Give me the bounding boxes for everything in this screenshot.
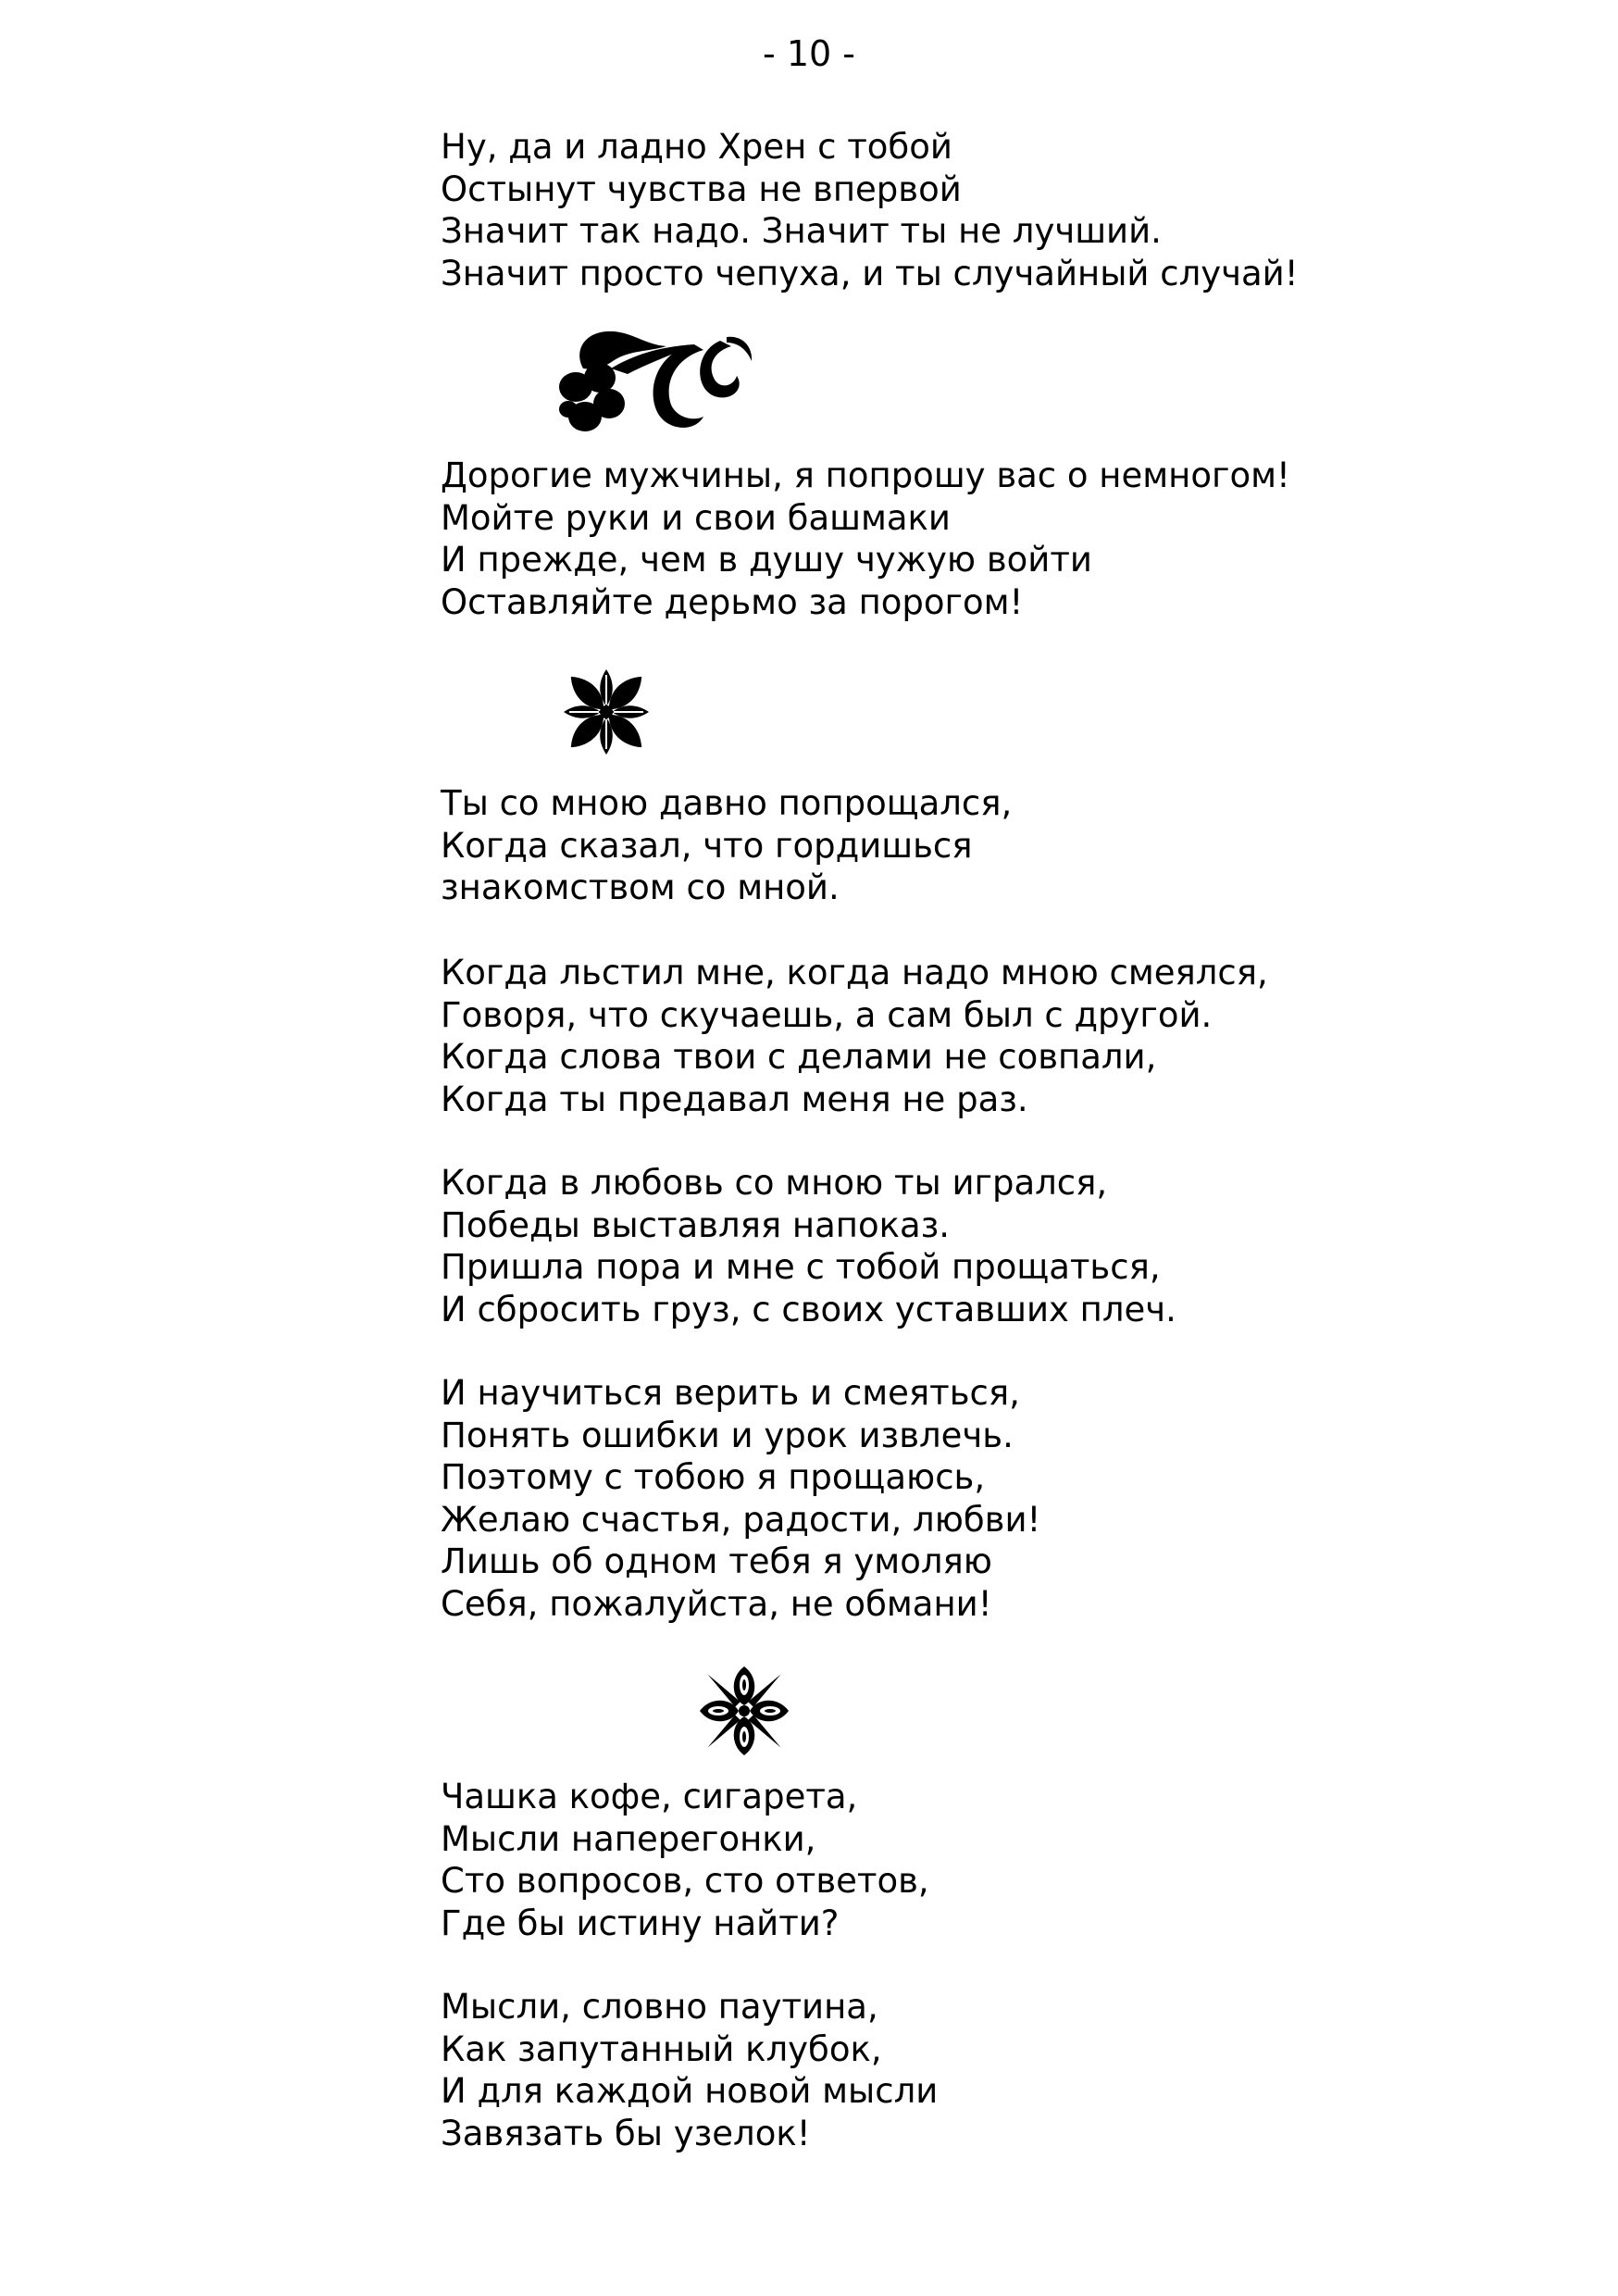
poem-line: Пришла пора и мне с тобой прощаться, — [441, 1247, 1161, 1287]
leaf-star-icon — [554, 659, 659, 765]
poem-line: Мысли наперегонки, — [441, 1818, 816, 1859]
stanza-6 — [441, 1372, 1459, 1625]
poem-line: Победы выставляя напоказ. — [441, 1204, 951, 1245]
poem-line: Когда льстил мне, когда надо мною смеялся, — [441, 953, 1268, 992]
poem-line: Как запутанный клубок, — [441, 2028, 882, 2069]
poem-line: Говоря, что скучаешь, а сам был с другой. — [441, 994, 1213, 1035]
poem-line: Когда сказал, что гордишься — [441, 825, 973, 866]
poem-line: Сто вопросов, сто ответов, — [441, 1861, 929, 1901]
poem-line: Значит так надо. Значит ты не лучший. — [441, 211, 1162, 251]
poem-line: Понять ошибки и урок извлечь. — [441, 1415, 1014, 1455]
stanza-1 — [441, 126, 1459, 294]
poem-line: И научиться верить и смеяться, — [441, 1373, 1020, 1413]
poem-line: И сбросить груз, с своих уставших плеч. — [441, 1289, 1176, 1329]
poem-line: Дорогие мужчины, я попрошу вас о немногом! — [441, 455, 1290, 495]
stanza-4 — [441, 952, 1459, 1120]
poem-line: Когда в любовь со мною ты игрался, — [441, 1163, 1108, 1203]
poem-line: Когда ты предавал меня не раз. — [441, 1079, 1028, 1119]
poem-line: Желаю счастья, радости, любви! — [441, 1499, 1041, 1540]
poem-line: Завязать бы узелок! — [441, 2113, 811, 2153]
poem-line: Лишь об одном тебя я умоляю — [441, 1541, 992, 1581]
stanza-7 — [441, 1776, 1459, 1944]
stanza-8 — [441, 1986, 1459, 2154]
poem-line: Ты со мною давно попрощался, — [441, 783, 1013, 823]
stanza-3 — [441, 782, 1459, 909]
poem-line: Оставляйте дерьмо за порогом! — [441, 581, 1024, 622]
poem-line: Себя, пожалуйста, не обмани! — [441, 1583, 992, 1624]
poem-line: Значит просто чепуха, и ты случайный случай! — [441, 253, 1299, 293]
poem-line: Мысли, словно паутина, — [441, 1987, 878, 2027]
poem-line: Ну, да и ладно Хрен с тобой — [441, 127, 952, 167]
stanza-5 — [441, 1162, 1459, 1330]
poem-line: Где бы истину найти? — [441, 1903, 840, 1943]
stanza-2 — [441, 455, 1459, 623]
poem-line: Мойте руки и свои башмаки — [441, 497, 951, 538]
poem-line: Чашка кофе, сигарета, — [441, 1777, 858, 1816]
poem-line: И прежде, чем в душу чужую войти — [441, 540, 1092, 580]
poem-line: Остынут чувства не впервой — [441, 168, 962, 209]
poem-line: Когда слова твои с делами не совпали, — [441, 1037, 1157, 1077]
poem-line: И для каждой новой мысли — [441, 2071, 939, 2111]
snowflake-star-icon — [691, 1657, 798, 1765]
poem-line: Поэтому с тобою я прощаюсь, — [441, 1457, 986, 1497]
page-number: - 10 - — [763, 33, 855, 74]
poem-line: знакомством со мной. — [441, 867, 840, 907]
floral-scroll-icon — [555, 324, 754, 444]
